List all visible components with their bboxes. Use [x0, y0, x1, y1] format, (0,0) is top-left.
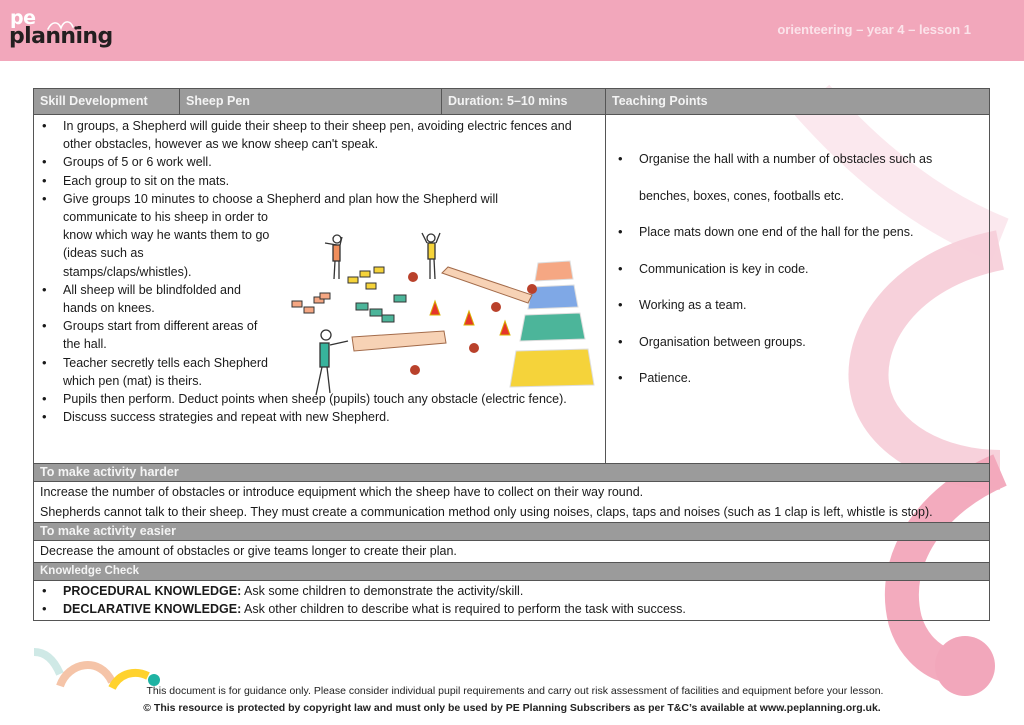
instruction-text: Teacher secretly tells each Shepherd which pen (mat) is theirs.	[63, 355, 268, 388]
activity-name: Sheep Pen	[180, 89, 442, 114]
knowledge-body-row	[34, 581, 989, 620]
harder-body-row	[34, 482, 989, 523]
easier-text: Decrease the amount of obstacles or give teams longer to create their plan.	[40, 544, 457, 558]
page-header	[0, 0, 1024, 61]
football	[408, 272, 418, 282]
knowledge-item	[38, 600, 985, 618]
harder-line: Increase the number of obstacles or introduce equipment which the sheep have to collect on their way round.	[40, 485, 644, 499]
sheep-group-teal	[356, 295, 406, 322]
mat-teal	[520, 313, 585, 341]
harder-label: To make activity harder	[34, 464, 989, 481]
logo-planning-text: planning	[9, 24, 113, 49]
instruction-text: Give groups 10 minutes to choose a Shepherd and plan how the Shepherd will	[63, 191, 499, 206]
instruction-item: • In groups, a Shepherd will guide their sheep to their sheep pen, avoiding electric fences and other obstacles, however as we know sheep can't speak.	[38, 117, 601, 153]
cone	[464, 311, 474, 325]
harder-line: Shepherds cannot talk to their sheep. They must create a communication method only using noises, claps, taps and noises (such as 1 clap is left, whistle is stop).	[40, 504, 933, 519]
teaching-point: • Working as a team.	[614, 296, 981, 314]
shepherd-yellow	[422, 233, 440, 279]
sheep-group-yellow	[348, 267, 384, 289]
teaching-points-label: Teaching Points	[612, 94, 708, 108]
teaching-point: • Communication is key in code.	[614, 260, 981, 278]
cone	[430, 301, 440, 315]
instruction-item: • Discuss success strategies and repeat with new Shepherd.	[38, 408, 601, 426]
teaching-point-continuation: benches, boxes, cones, footballs etc.	[639, 188, 844, 203]
sheep-pen-illustration-icon	[270, 217, 600, 407]
instruction-text: Groups start from different areas of the hall.	[63, 319, 258, 352]
teaching-points-cell	[606, 115, 989, 463]
logo-pe-text: pe	[10, 7, 36, 29]
instructions-cell	[34, 115, 606, 463]
teacher-teal	[316, 330, 348, 395]
pe-planning-logo	[9, 7, 113, 52]
teaching-point: • Patience.	[614, 369, 981, 387]
knowledge-header-row	[34, 563, 989, 581]
teaching-point: • Organisation between groups.	[614, 333, 981, 351]
sheep-group-orange	[292, 293, 330, 313]
knowledge-text: Ask some children to demonstrate the activity/skill.	[241, 583, 524, 598]
football	[410, 365, 420, 375]
instruction-item: • Pupils then perform. Deduct points when sheep (pupils) touch any obstacle (electric fence).	[38, 390, 601, 408]
lesson-plan-table	[33, 88, 990, 621]
mat-yellow	[510, 349, 594, 387]
footer-copyright: © This resource is protected by copyright law and must only be used by PE Planning Subscribers as per T&C’s available at www.peplanning.org.uk.	[143, 702, 881, 714]
football	[527, 284, 537, 294]
football	[491, 302, 501, 312]
shepherd-orange	[325, 235, 342, 279]
activity-header-row	[34, 89, 989, 115]
easier-header-row	[34, 523, 989, 541]
harder-header-row	[34, 464, 989, 482]
cone	[500, 321, 510, 335]
bench	[442, 267, 532, 303]
instruction-text: All sheep will be blindfolded and hands on knees.	[63, 282, 241, 316]
activity-duration: Duration: 5–10 mins	[442, 89, 606, 114]
knowledge-type: DECLARATIVE KNOWLEDGE:	[63, 601, 242, 616]
knowledge-item	[38, 582, 985, 600]
instruction-item: • Each group to sit on the mats.	[38, 172, 601, 190]
lesson-title: orienteering – year 4 – lesson 1	[777, 22, 971, 37]
knowledge-label: Knowledge Check	[34, 563, 989, 580]
teaching-point: • Place mats down one end of the hall for the pens.	[614, 223, 981, 241]
easier-label: To make activity easier	[34, 523, 989, 540]
footer-disclaimer: This document is for guidance only. Please consider individual pupil requirements and carry out risk assessment of facilities and equipment before your lesson.	[146, 685, 884, 697]
instruction-text: communicate to his sheep in order to know which way he wants them to go (ideas such as stamps/claps/whistles).	[63, 210, 270, 279]
bench	[352, 331, 446, 351]
knowledge-text: Ask other children to describe what is required to perform the task with success.	[241, 601, 686, 616]
activity-body-row	[34, 115, 989, 464]
easier-body-row	[34, 541, 989, 563]
teaching-points-list	[614, 150, 981, 387]
mat-orange	[535, 261, 573, 281]
knowledge-list	[38, 582, 985, 618]
section-label: Skill Development	[34, 89, 180, 114]
football	[469, 343, 479, 353]
teaching-point: • Organise the hall with a number of obstacles such as	[614, 150, 981, 168]
knowledge-type: PROCEDURAL KNOWLEDGE:	[63, 583, 242, 598]
instruction-item: • Groups of 5 or 6 work well.	[38, 153, 601, 171]
